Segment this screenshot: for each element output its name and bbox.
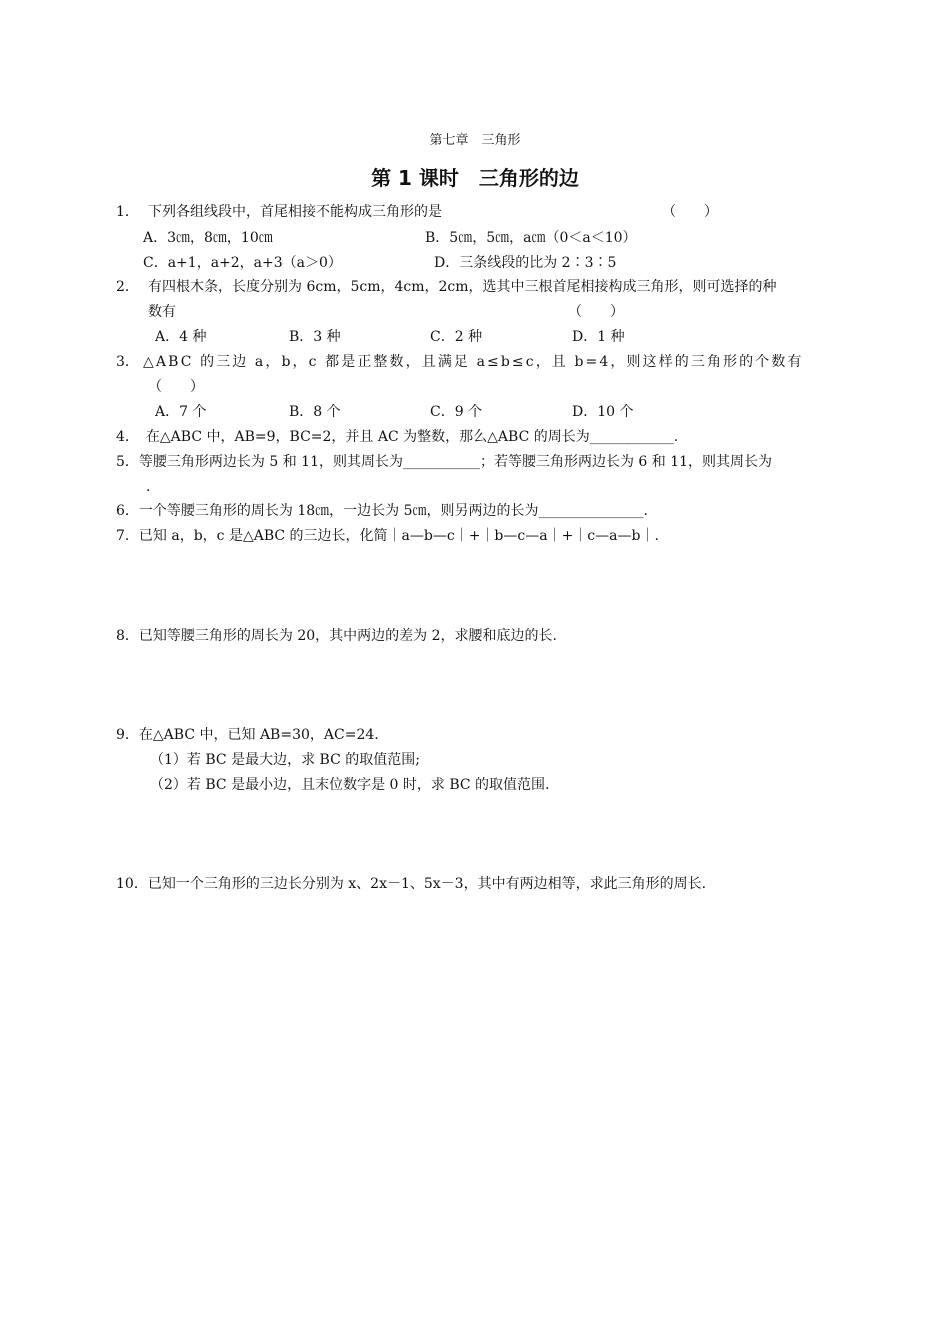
- q1-option-d: D．三条线段的比为 2∶3∶5: [434, 255, 617, 271]
- q3-number: 3．: [116, 354, 139, 370]
- q3-option-c: C．9 个: [430, 404, 483, 420]
- q2-answer-paren: （ ）: [568, 304, 624, 320]
- q9-text: 9．在△ABC 中，已知 AB=30，AC=24.: [116, 727, 379, 743]
- q1-number: 1．: [116, 204, 139, 220]
- q6-text: 6．一个等腰三角形的周长为 18㎝，一边长为 5㎝，则另两边的长为_______________.: [116, 503, 648, 519]
- lesson-title: 第 1 课时 三角形的边: [371, 166, 579, 190]
- q1-option-c: C．a+1，a+2，a+3（a＞0）: [143, 255, 342, 271]
- q1-option-b: B．5㎝，5㎝，a㎝（0＜a＜10）: [425, 230, 637, 246]
- q3-stem: △ABC 的三边 a，b，c 都是正整数，且满足 a≤b≤c，且 b=4，则这样的三角形的个数有: [143, 354, 804, 370]
- q1-stem: 下列各组线段中，首尾相接不能构成三角形的是: [148, 204, 442, 220]
- q7-text: 7．已知 a，b，c 是△ABC 的三边长，化简｜a—b—c｜+｜b—c—a｜+｜c—a—b｜.: [116, 528, 659, 544]
- q2-option-b: B．3 种: [289, 329, 341, 345]
- q2-option-d: D．1 种: [572, 329, 625, 345]
- q10-text: 10．已知一个三角形的三边长分别为 x、2x－1、5x－3，其中有两边相等，求此三角形的周长.: [116, 876, 707, 892]
- chapter-heading: 第七章 三角形: [429, 133, 521, 148]
- q3-option-a: A．7 个: [155, 404, 207, 420]
- q3-answer-paren: （ ）: [148, 379, 204, 395]
- q2-number: 2．: [116, 279, 139, 295]
- q1-answer-paren: （ ）: [662, 204, 718, 220]
- q4-text: 4． 在△ABC 中，AB=9，BC=2，并且 AC 为整数，那么△ABC 的周长为____________.: [116, 429, 679, 445]
- q5-text-end: .: [146, 479, 151, 495]
- q3-option-d: D．10 个: [572, 404, 634, 420]
- q8-text: 8．已知等腰三角形的周长为 20，其中两边的差为 2，求腰和底边的长.: [116, 628, 557, 644]
- q5-text: 5．等腰三角形两边长为 5 和 11，则其周长为___________；若等腰三角形两边长为 6 和 11，则其周长为: [116, 454, 773, 470]
- q3-option-b: B．8 个: [289, 404, 341, 420]
- q2-option-a: A．4 种: [155, 329, 207, 345]
- q9-part-2: （2）若 BC 是最小边，且末位数字是 0 时，求 BC 的取值范围.: [150, 777, 550, 793]
- q2-option-c: C．2 种: [430, 329, 483, 345]
- q2-stem: 有四根木条，长度分别为 6cm，5cm，4cm，2cm，选其中三根首尾相接构成三角形，则可选择的种: [148, 279, 777, 295]
- q2-stem-continued: 数有: [148, 304, 176, 320]
- q1-option-a: A．3㎝，8㎝，10㎝: [143, 230, 273, 246]
- q9-part-1: （1）若 BC 是最大边，求 BC 的取值范围;: [150, 752, 420, 768]
